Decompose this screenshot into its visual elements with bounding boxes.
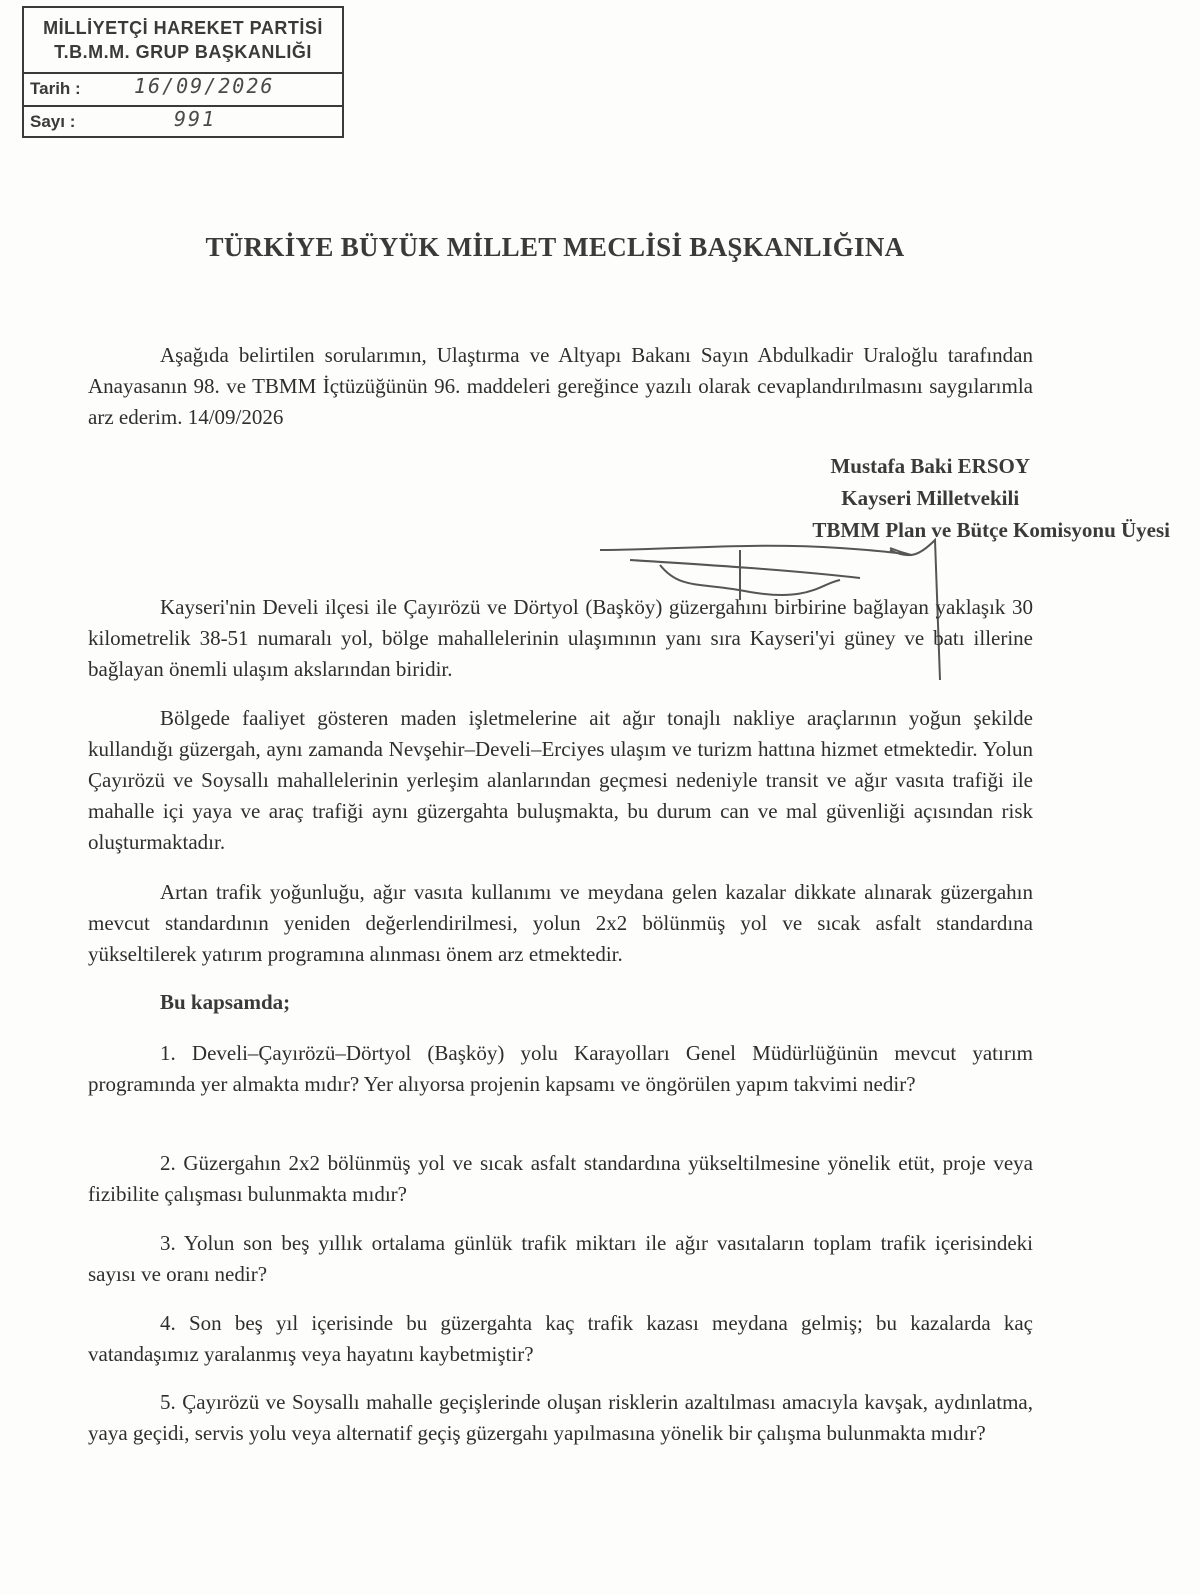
stamp-number-label: Sayı : bbox=[30, 112, 76, 131]
question-4: 4. Son beş yıl içerisinde bu güzergahta kaç trafik kazası meydana gelmiş; bu kazalarda kaç vatandaşımız yaralanmış veya hayatını kaybetmiştir? bbox=[88, 1311, 1033, 1366]
stamp-date-row bbox=[24, 74, 342, 105]
signer-committee: TBMM Plan ve Bütçe Komisyonu Üyesi bbox=[812, 518, 1170, 542]
signer-role: Kayseri Milletvekili bbox=[841, 486, 1020, 510]
question-3: 3. Yolun son beş yıllık ortalama günlük trafik miktarı ile ağır vasıtaların toplam trafik içerisindeki sayısı ve oranı nedir? bbox=[88, 1231, 1033, 1286]
questions-heading: Bu kapsamda; bbox=[160, 990, 291, 1014]
stamp-office-name: T.B.M.M. GRUP BAŞKANLIĞI bbox=[54, 42, 312, 62]
question-1: 1. Develi–Çayırözü–Dörtyol (Başköy) yolu Karayolları Genel Müdürlüğünün mevcut yatırım programında yer almakta mıdır? Yer alıyorsa projenin kapsamı ve öngörülen yapım takvimi nedir? bbox=[88, 1041, 1033, 1096]
stamp-party-name: MİLLİYETÇİ HAREKET PARTİSİ bbox=[43, 18, 323, 38]
paragraph-2: Bölgede faaliyet gösteren maden işletmelerine ait ağır tonajlı nakliye araçlarının yoğun şekilde kullandığı güzergah, aynı zamanda Nevşehir–Develi–Erciyes ulaşım ve turizm hattına hizmet etmektedir. Yolun Çayırözü ve Soysallı mahallelerinin yerleşim alanlarından geçmesi nedeniyle transit ve ağır vasıta trafiği ile mahalle içi yaya ve araç trafiği aynı güzergahta buluşmakta, bu durum can ve mal güvenliği açısından risk oluşturmaktadır. bbox=[88, 706, 1033, 854]
document-title: TÜRKİYE BÜYÜK MİLLET MECLİSİ BAŞKANLIĞINA bbox=[205, 232, 905, 262]
question-5: 5. Çayırözü ve Soysallı mahalle geçişlerinde oluşan risklerin azaltılması amacıyla kavşak, aydınlatma, yaya geçidi, servis yolu veya alternatif geçiş güzergahı yapılmasına yönelik bir çalışma bulunmakta mıdır? bbox=[88, 1390, 1033, 1445]
stamp-date-label: Tarih : bbox=[30, 79, 81, 98]
intro-paragraph: Aşağıda belirtilen sorularımın, Ulaştırma ve Altyapı Bakanı Sayın Abdulkadir Uraloğlu tarafından Anayasanın 98. ve TBMM İçtüzüğünün 96. maddeleri gereğince yazılı olarak cevaplandırılmasını saygılarımla arz ederim. 14/09/2026 bbox=[88, 343, 1033, 429]
stamp-number-value: 991 bbox=[174, 107, 217, 131]
registry-stamp bbox=[22, 6, 344, 138]
stamp-number-row bbox=[24, 105, 342, 136]
stamp-header bbox=[24, 8, 342, 74]
question-2: 2. Güzergahın 2x2 bölünmüş yol ve sıcak asfalt standardına yükseltilmesine yönelik etüt, proje veya fizibilite çalışması bulunmakta mıdır? bbox=[88, 1151, 1033, 1206]
paragraph-1: Kayseri'nin Develi ilçesi ile Çayırözü ve Dörtyol (Başköy) güzergahını birbirine bağlayan yaklaşık 30 kilometrelik 38-51 numaralı yol, bölge mahallelerinin ulaşımının yanı sıra Kayseri'yi güney ve batı illerine bağlayan önemli ulaşım akslarından biridir. bbox=[88, 595, 1033, 681]
paragraph-3: Artan trafik yoğunluğu, ağır vasıta kullanımı ve meydana gelen kazalar dikkate alınarak güzergahın mevcut standardının yeniden değerlendirilmesi, yolun 2x2 bölünmüş yol ve sıcak asfalt standardına yükseltilerek yatırım programına alınması önem arz etmektedir. bbox=[88, 880, 1033, 966]
signer-name: Mustafa Baki ERSOY bbox=[830, 454, 1030, 478]
stamp-date-value: 16/09/2026 bbox=[134, 74, 275, 98]
signature-block bbox=[812, 450, 1170, 542]
